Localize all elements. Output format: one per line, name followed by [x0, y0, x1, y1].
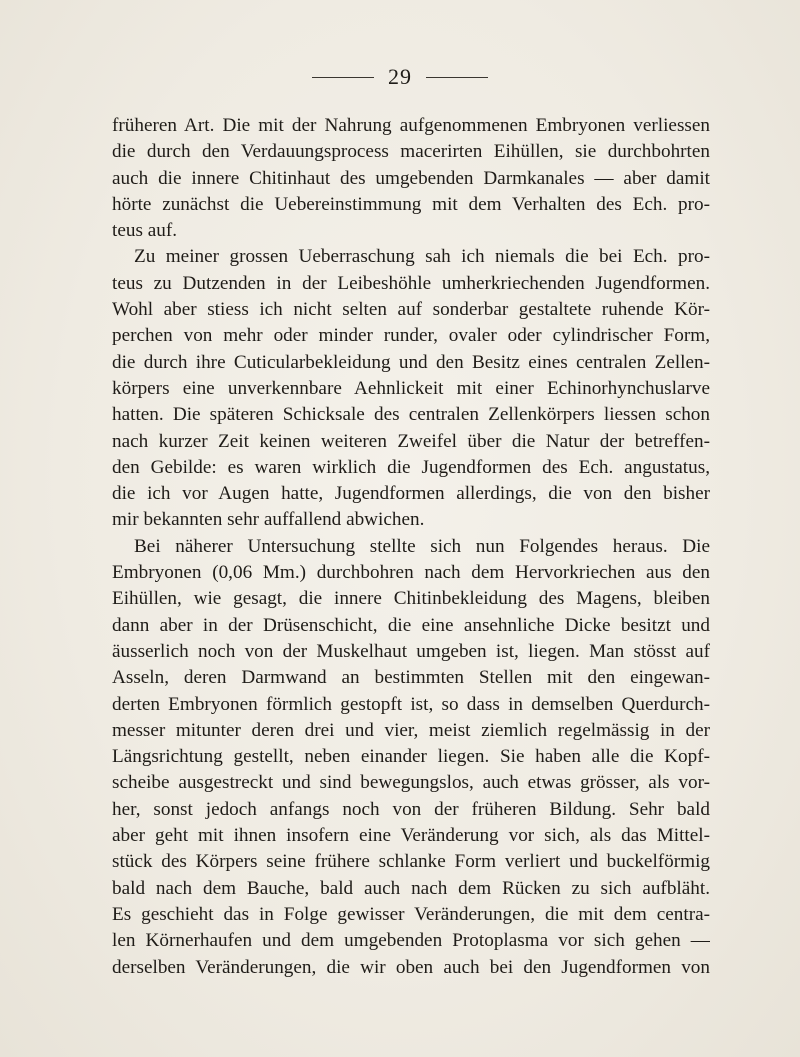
text-line: Es geschieht das in Folge gewisser Veränderungen, die mit dem centra-	[112, 903, 710, 925]
text-line: derselben Veränderungen, die wir oben auch bei den Jugendformen von	[112, 956, 710, 978]
text-line: derten Embryonen förmlich gestopft ist, so dass in demselben Querdurch-	[112, 693, 710, 715]
text-line: die durch den Verdauungsprocess macerirten Eihüllen, sie durchbohrten	[112, 141, 710, 163]
text-line: teus zu Dutzenden in der Leibeshöhle umherkriechenden Jugendformen.	[112, 272, 710, 294]
text-line: Embryonen (0,06 Mm.) durchbohren nach dem Hervorkriechen aus den	[112, 562, 710, 584]
text-line: früheren Art. Die mit der Nahrung aufgenommenen Embryonen verliessen	[112, 115, 710, 136]
text-line: die durch ihre Cuticularbekleidung und den Besitz eines centralen Zellen-	[112, 351, 710, 373]
text-line: den Gebilde: es waren wirklich die Jugendformen des Ech. angustatus,	[112, 456, 710, 478]
text-line: die ich vor Augen hatte, Jugendformen allerdings, die von den bisher	[112, 483, 710, 505]
text-line: Eihüllen, wie gesagt, die innere Chitinbekleidung des Magens, bleiben	[112, 588, 710, 610]
text-line: auch die innere Chitinhaut des umgebenden Darmkanales — aber damit	[112, 167, 710, 189]
header-rule-left	[312, 77, 374, 78]
text-line: nach kurzer Zeit keinen weiteren Zweifel über die Natur der betreffen-	[112, 430, 710, 452]
text-line: messer mitunter deren drei und vier, meist ziemlich regelmässig in der	[112, 719, 710, 741]
text-line: teus auf.	[112, 220, 178, 242]
page-header	[0, 64, 800, 90]
text-line: mir bekannten sehr auffallend abwichen.	[112, 509, 425, 531]
text-line: äusserlich noch von der Muskelhaut umgeben ist, liegen. Man stösst auf	[112, 640, 710, 662]
text-line: aber geht mit ihnen insofern eine Veränderung vor sich, als das Mittel-	[112, 825, 710, 847]
text-line: Asseln, deren Darmwand an bestimmten Stellen mit den eingewan-	[112, 667, 710, 689]
text-line: len Körnerhaufen und dem umgebenden Protoplasma vor sich gehen —	[112, 930, 710, 952]
header-rule-right	[426, 77, 488, 78]
text-line: Bei näherer Untersuchung stellte sich nun Folgendes heraus. Die	[134, 535, 710, 557]
text-line: körpers eine unverkennbare Aehnlickeit mit einer Echinorhynchuslarve	[112, 377, 710, 399]
text-line: bald nach dem Bauche, bald auch nach dem Rücken zu sich aufbläht.	[112, 877, 710, 899]
page-number: 29	[388, 64, 412, 89]
text-line: scheibe ausgestreckt und sind bewegungslos, auch etwas grösser, als vor-	[112, 772, 710, 794]
text-line: Zu meiner grossen Ueberraschung sah ich niemals die bei Ech. pro-	[134, 246, 710, 268]
text-line: her, sonst jedoch anfangs noch von der früheren Bildung. Sehr bald	[112, 798, 710, 820]
text-line: stück des Körpers seine frühere schlanke Form verliert und buckelförmig	[112, 851, 710, 873]
text-line: perchen von mehr oder minder runder, ovaler oder cylindrischer Form,	[112, 325, 710, 347]
body-text	[112, 113, 710, 981]
text-line: dann aber in der Drüsenschicht, die eine ansehnliche Dicke besitzt und	[112, 614, 710, 636]
text-line: hörte zunächst die Uebereinstimmung mit dem Verhalten des Ech. pro-	[112, 193, 710, 215]
text-line: Längsrichtung gestellt, neben einander liegen. Sie haben alle die Kopf-	[112, 746, 710, 768]
text-line: Wohl aber stiess ich nicht selten auf sonderbar gestaltete ruhende Kör-	[112, 299, 710, 321]
text-line: hatten. Die späteren Schicksale des centralen Zellenkörpers liessen schon	[112, 404, 710, 426]
